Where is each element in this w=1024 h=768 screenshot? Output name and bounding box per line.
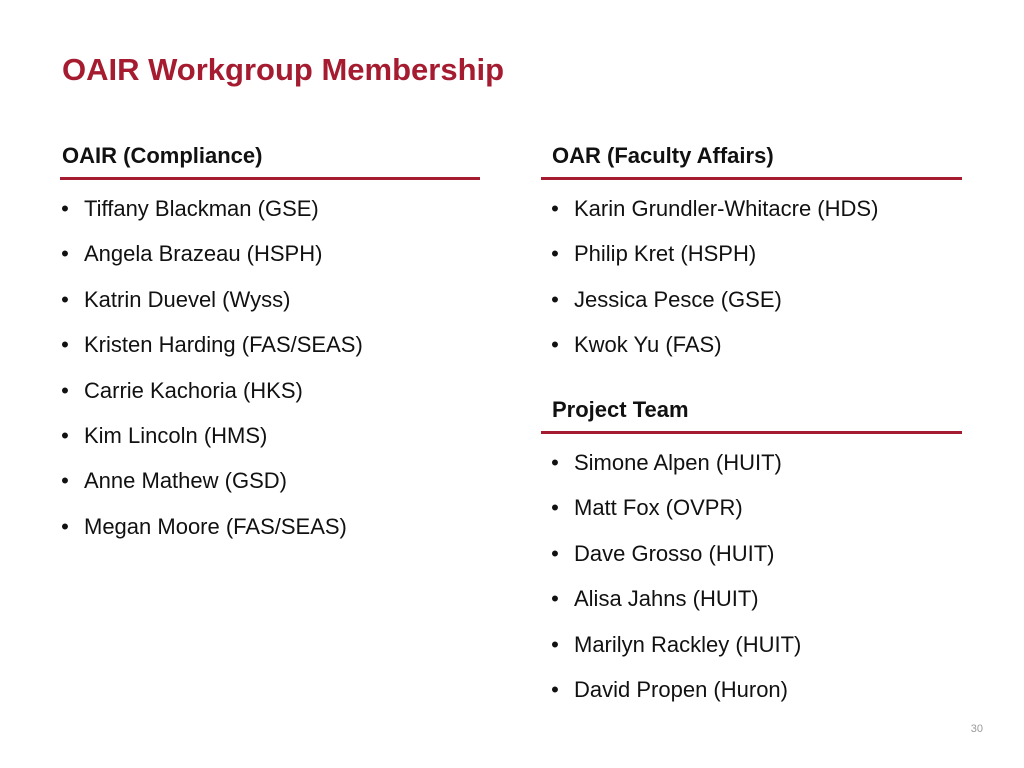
list-item — [58, 422, 480, 450]
bullet-icon: • — [551, 495, 559, 521]
section-divider — [541, 431, 962, 434]
list-item — [58, 513, 480, 541]
slide-title: OAIR Workgroup Membership — [62, 52, 505, 87]
bullet-icon: • — [551, 450, 559, 475]
member-name: Simone Alpen (HUIT) — [574, 450, 782, 475]
member-name: Kim Lincoln (HMS) — [84, 422, 268, 448]
member-name: Kwok Yu (FAS) — [574, 332, 722, 358]
member-name: Tiffany Blackman (GSE) — [84, 196, 319, 221]
bullet-icon: • — [551, 540, 559, 566]
list-item — [548, 449, 962, 477]
member-list — [548, 449, 962, 704]
bullet-icon: • — [61, 286, 69, 312]
member-name: David Propen (Huron) — [574, 676, 788, 702]
list-item — [548, 286, 962, 314]
bullet-icon: • — [61, 377, 69, 403]
section-project-team — [552, 396, 962, 721]
section-compliance — [62, 142, 480, 558]
page-number: 30 — [970, 723, 983, 735]
list-item — [548, 331, 962, 359]
member-name: Philip Kret (HSPH) — [574, 241, 757, 267]
list-item — [548, 676, 962, 704]
list-item — [548, 240, 962, 268]
member-name: Jessica Pesce (GSE) — [574, 286, 782, 312]
section-faculty-affairs — [552, 142, 962, 377]
section-divider — [60, 177, 480, 180]
bullet-icon: • — [551, 631, 559, 657]
member-list — [58, 195, 480, 541]
member-name: Alisa Jahns (HUIT) — [574, 586, 759, 612]
bullet-icon: • — [551, 332, 559, 358]
list-item — [548, 585, 962, 613]
member-name: Karin Grundler-Whitacre (HDS) — [574, 196, 879, 221]
member-name: Megan Moore (FAS/SEAS) — [84, 513, 347, 539]
bullet-icon: • — [61, 196, 69, 221]
list-item — [58, 286, 480, 314]
member-name: Angela Brazeau (HSPH) — [84, 241, 323, 267]
section-heading: Project Team — [552, 397, 689, 422]
list-item — [548, 195, 962, 223]
list-item — [58, 195, 480, 223]
bullet-icon: • — [61, 468, 69, 494]
member-name: Kristen Harding (FAS/SEAS) — [84, 332, 363, 358]
list-item — [58, 240, 480, 268]
bullet-icon: • — [61, 422, 69, 448]
member-name: Marilyn Rackley (HUIT) — [574, 631, 802, 657]
list-item — [548, 494, 962, 522]
list-item — [58, 377, 480, 405]
list-item — [548, 540, 962, 568]
bullet-icon: • — [551, 586, 559, 612]
list-item — [58, 467, 480, 495]
section-divider — [541, 177, 962, 180]
member-name: Dave Grosso (HUIT) — [574, 540, 775, 566]
bullet-icon: • — [61, 513, 69, 539]
bullet-icon: • — [551, 676, 559, 702]
member-name: Matt Fox (OVPR) — [574, 495, 743, 521]
member-name: Anne Mathew (GSD) — [84, 468, 287, 494]
bullet-icon: • — [551, 286, 559, 312]
member-name: Carrie Kachoria (HKS) — [84, 377, 303, 403]
bullet-icon: • — [61, 241, 69, 267]
section-heading: OAIR (Compliance) — [62, 143, 263, 168]
list-item — [548, 631, 962, 659]
bullet-icon: • — [551, 241, 559, 267]
section-heading: OAR (Faculty Affairs) — [552, 143, 774, 168]
bullet-icon: • — [551, 196, 559, 221]
member-name: Katrin Duevel (Wyss) — [84, 286, 291, 312]
list-item — [58, 331, 480, 359]
bullet-icon: • — [61, 332, 69, 358]
member-list — [548, 195, 962, 359]
